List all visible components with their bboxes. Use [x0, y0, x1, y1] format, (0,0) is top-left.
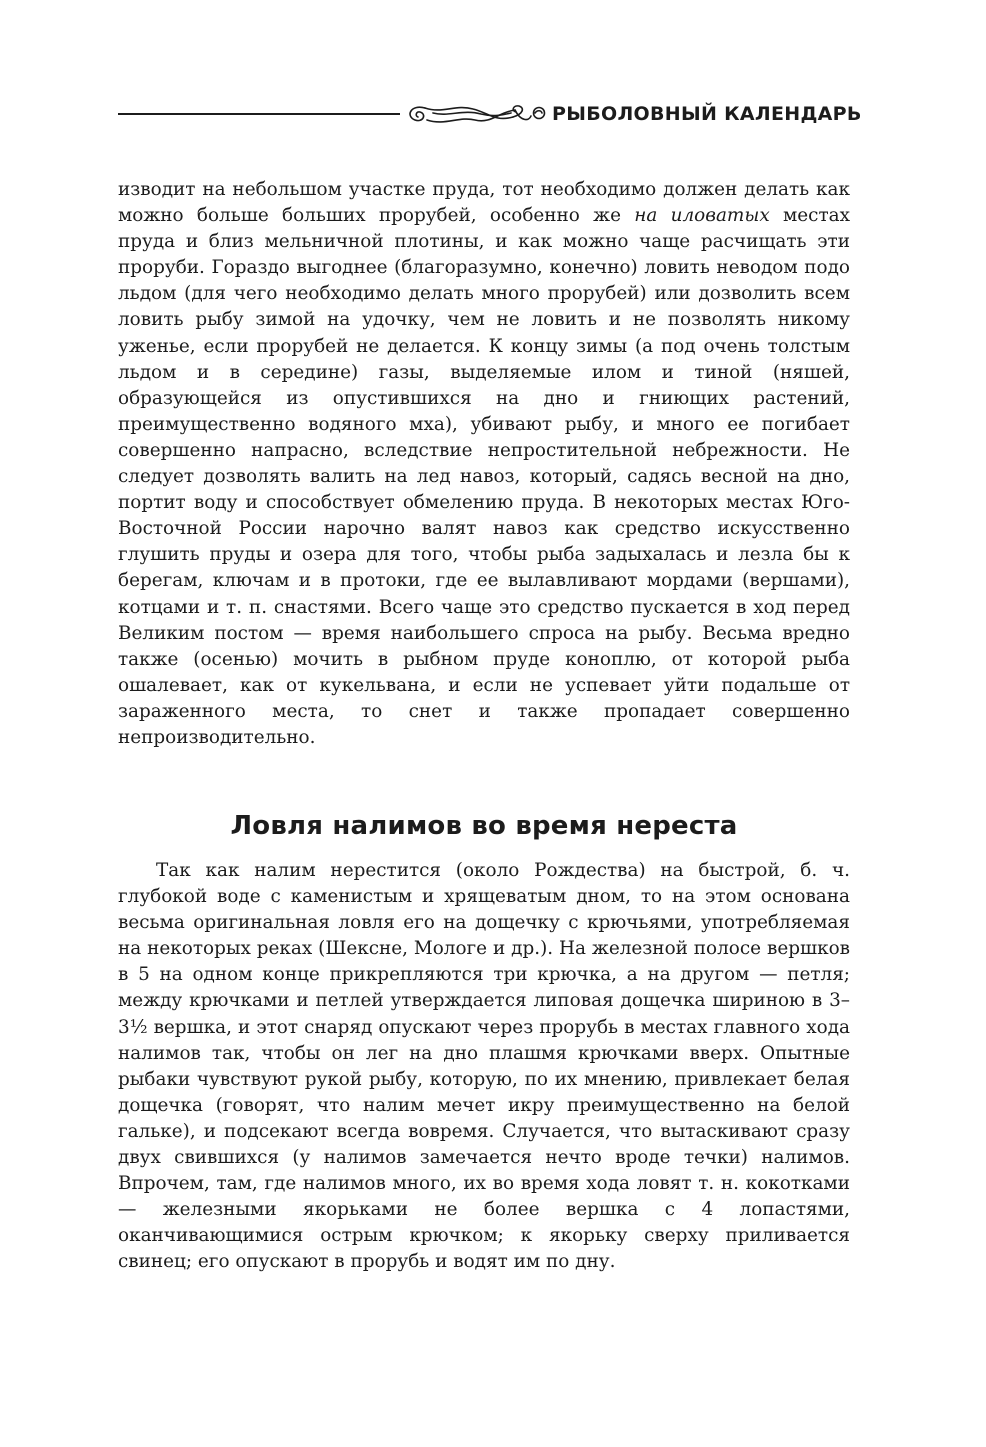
header-rule: [118, 113, 400, 115]
paragraph: [118, 177, 850, 751]
running-header: [118, 92, 862, 132]
section-heading: Ловля налимов во время нереста: [230, 811, 738, 841]
flourish-ornament-icon: [403, 96, 551, 130]
continued-text-block: [118, 177, 850, 751]
italic-phrase: на иловатых: [634, 205, 770, 227]
section-text-block: [118, 858, 850, 1276]
text-run: изводит на небольшом участке пруда, тот необходимо должен делать как можно больше больших прорубей, особенно же: [118, 179, 850, 227]
running-title: РЫБОЛОВНЫЙ КАЛЕНДАРЬ: [552, 103, 862, 125]
paragraph: Так как налим нерестится (около Рождества) на быстрой, б. ч. глубокой воде с каменистым и хрящеватым дном, то на этом основана весьма оригинальная ловля его на дощечку с крючьями, употребляемая на некоторых реках (Шексне, Мологе и др.). На железной полосе вершков в 5 на одном конце прикрепляются три крючка, а на другом — петля; между крючками и петлей утверждается липовая дощечка шириною в 3–3½ вершка, и этот снаряд опускают через прорубь в местах главного хода налимов так, чтобы он лег на дно плашмя крючками вверх. Опытные рыбаки чувствуют рукой рыбу, которую, по их мнению, привлекает белая дощечка (говорят, что налим мечет икру преимущественно на белой гальке), и подсекают всегда вовремя. Случается, что вытаскивают сразу двух свившихся (у налимов замечается нечто вроде течки) налимов. Впрочем, там, где налимов много, их во время хода ловят т. н. кокотками — железными якорьками не более вершка с 4 лопастями, оканчивающимися острым крючком; к якорьку сверху приливается свинец; его опускают в прорубь и водят им по дну.: [118, 860, 850, 1273]
text-run: местах пруда и близ мельничной плотины, и как можно чаще расчищать эти проруби. Гораздо выгоднее (благоразумно, конечно) ловить неводом подо льдом (для чего необходимо делать много прорубей) или дозволить всем ловить рыбу зимой на удочку, чем не ловить и не позволять никому уженье, если прорубей не делается. К концу зимы (а под очень толстым льдом и в середине) газы, выделяемые илом и тиной (няшей, образующейся из опустившихся на дно и гниющих растений, преимущественно водяного мха), убивают рыбу, и много ее погибает совершенно напрасно, вследствие непростительной небрежности. Не следует дозволять валить на лед навоз, который, садясь весной на дно, портит воду и способствует обмелению пруда. В некоторых местах Юго-Восточной России нарочно валят навоз как средство искусственно глушить пруды и озера для того, чтобы рыба задыхалась и лезла бы к берегам, ключам и в протоки, где ее вылавливают мордами (вершами), котцами и т. п. снастями. Всего чаще это средство пускается в ход перед Великим постом — время наибольшего спроса на рыбу. Весьма вредно также (осенью) мочить в рыбном пруде коноплю, от которой рыба ошалевает, как от кукельвана, и если не успевает уйти подальше от зараженного места, то снет и также пропадает совершенно непроизводительно.: [118, 205, 850, 748]
